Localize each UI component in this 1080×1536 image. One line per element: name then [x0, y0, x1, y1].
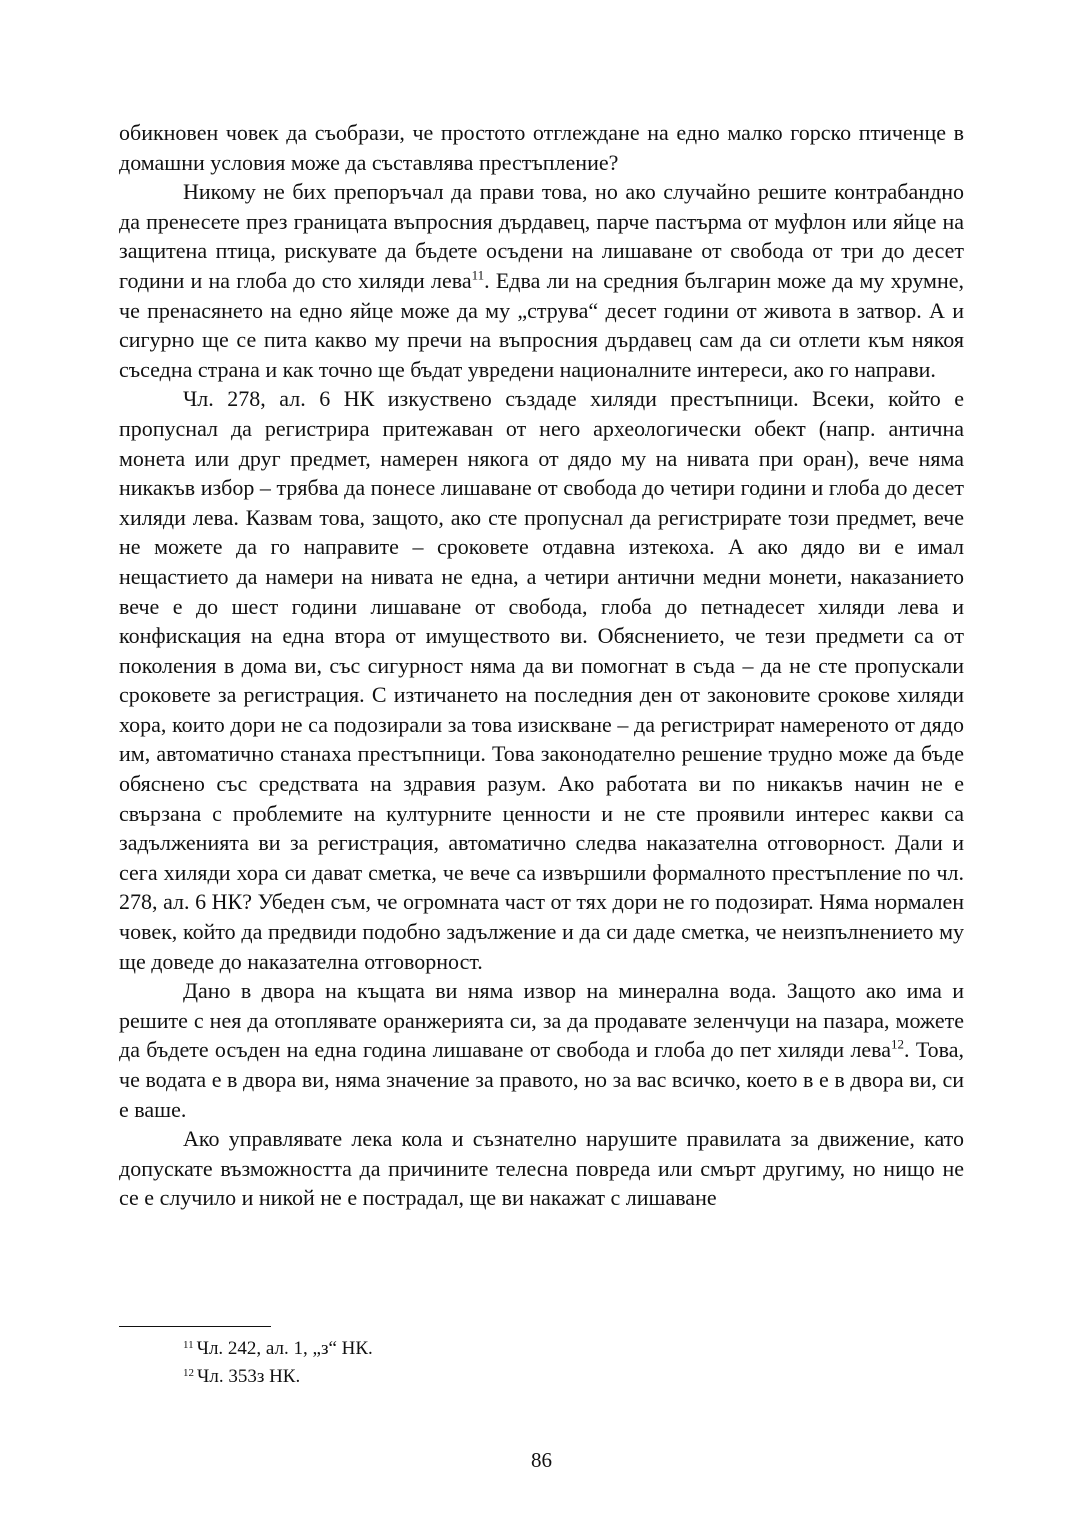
footnote-number: 12 [183, 1367, 194, 1379]
footnote-text: Чл. 353з НК. [197, 1366, 301, 1387]
paragraph-5 [119, 1124, 964, 1213]
paragraph-text: Никому не бих препоръчал да прави това, но ако случайно решите контрабандно да пренесете през границата въпросния дърдавец, парче пастърма от муфлон или яйце на защитена птица, рискувате да бъдете осъдени на лишаване от свобода от три до десет години и на глоба до сто хиляди лева [119, 179, 964, 293]
paragraph-text: . Това, че водата е в двора ви, няма значение за правото, но за вас всичко, което в е в двора ви, си е ваше. [119, 1037, 964, 1122]
paragraph-2 [119, 177, 964, 384]
footnotes [183, 1335, 883, 1391]
paragraph-text: обикновен човек да съобрази, че простото отглеждане на едно малко горско птиченце в домашни условия може да съставлява престъпление? [119, 120, 964, 175]
footnote-divider [119, 1326, 271, 1327]
footnote-reference[interactable]: 11 [471, 267, 485, 283]
footnote-number: 11 [183, 1339, 194, 1351]
paragraph-3 [119, 384, 964, 976]
body-text [119, 118, 964, 1213]
page-number: 86 [531, 1448, 552, 1472]
footnote-12 [183, 1363, 883, 1391]
paragraph-text: Ако управлявате лека кола и съзнателно нарушите правилата за движение, като допускате възможността да причините телесна повреда или смърт другиму, но нищо не се е случило и никой не е пострадал, ще ви накажат с лишаване [119, 1126, 964, 1211]
footnote-11 [183, 1335, 883, 1363]
paragraph-1 [119, 118, 964, 177]
footnote-text: Чл. 242, ал. 1, „з“ НК. [196, 1338, 373, 1359]
paragraph-text: Дано в двора на къщата ви няма извор на минерална вода. Защото ако има и решите с нея да отоплявате оранжерията си, за да продавате зеленчуци на пазара, можете да бъдете осъден на една година лишаване от свобода и глоба до пет хиляди лева [119, 978, 964, 1063]
paragraph-text: Чл. 278, ал. 6 НК изкуствено създаде хиляди престъпници. Всеки, който е пропуснал да регистрира притежаван от него археологически обект (напр. антична монета или друг предмет, намерен някога от дядо му на нивата при оран), вече няма никакъв избор – трябва да понесе лишаване от свобода до четири години и глоба до десет хиляди лева. Казвам това, защото, ако сте пропуснал да регистрирате този предмет, вече не можете да го направите – сроковете отдавна изтекоха. А ако дядо ви е имал нещастието да намери на нивата не една, а четири антични медни монети, наказанието вече е до шест години лишаване от свобода, глоба до петнадесет хиляди лева и конфискация на една втора от имуществото ви. Обяснението, че тези предмети са от поколения в дома ви, със сигурност няма да ви помогнат в съда – да не сте пропускали сроковете за регистрация. С изтичането на последния ден от законовите срокове хиляди хора, които дори не са подозирали за това изискване – да регистрират намереното от дядо им, автоматично станаха престъпници. Това законодателно решение трудно може да бъде обяснено със средствата на здравия разум. Ако работата ви по никакъв начин не е свързана с проблемите на културните ценности и не сте проявили интерес какви са задълженията ви за регистрация, автоматично следва наказателна отговорност. Дали и сега хиляди хора си дават сметка, че вече са извършили формалното престъпление по чл. 278, ал. 6 НК? Убеден съм, че огромната част от тях дори не го подозират. Няма нормален човек, който да предвиди подобно задължение и да си даде сметка, че неизпълнението му ще доведе до наказателна отговорност. [119, 386, 964, 974]
paragraph-4 [119, 976, 964, 1124]
paragraph-text: . Едва ли на средния българин може да му хрумне, че пренасянето на едно яйце може да му „струва“ десет години от живота в затвор. А и сигурно ще се пита какво му пречи на въпросния дърдавец сам да си отлети към някоя съседна страна и как точно ще бъдат увредени националните интереси, ако го направи. [119, 267, 964, 382]
footnote-reference[interactable]: 12 [891, 1037, 905, 1053]
